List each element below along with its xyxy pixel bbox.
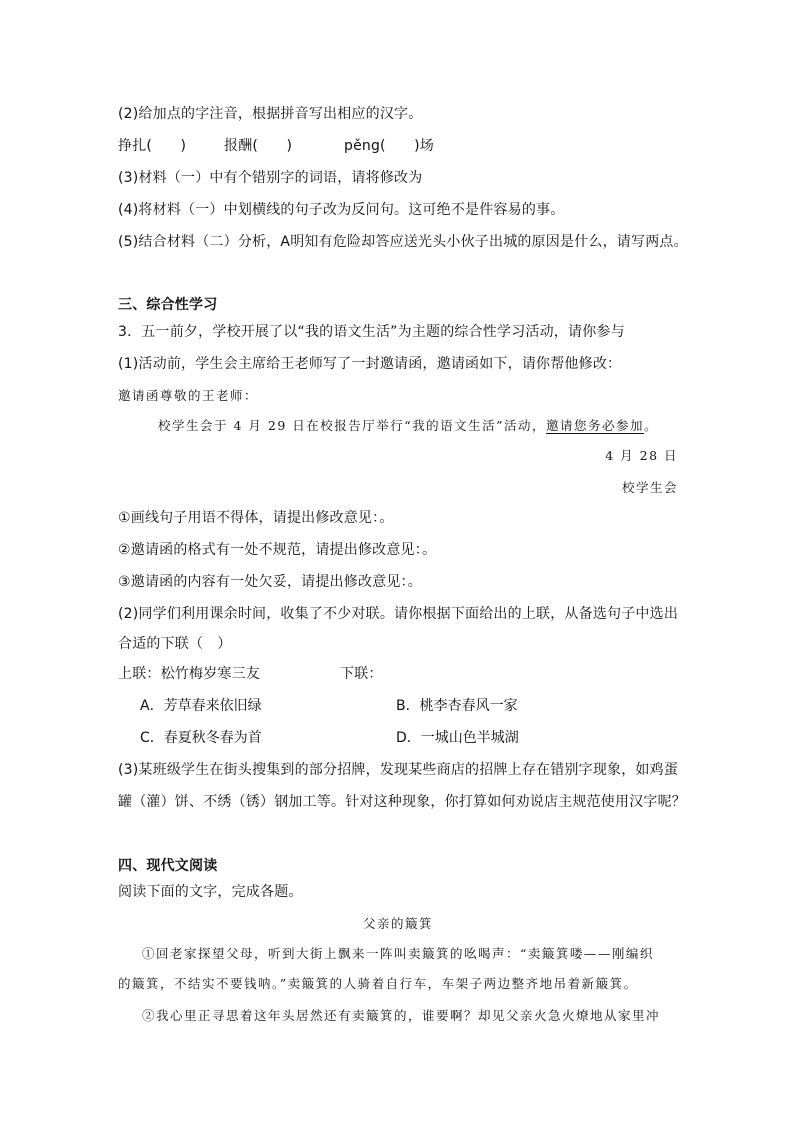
lower-couplet-label: 下联： — [340, 666, 383, 682]
question-4: (4)将材料（一）中划横线的句子改为反问句。这可绝不是件容易的事。 — [118, 202, 565, 218]
revision-item-3: ③邀请函的内容有一处欠妥，请提出修改意见：。 — [118, 574, 422, 590]
section-3-intro: 3．五一前夕，学校开展了以“我的语文生活”为主题的综合性学习活动，请你参与 — [118, 324, 625, 340]
revision-item-2: ②邀请函的格式有一处不规范，请提出修改意见：。 — [118, 542, 437, 558]
article-para1-line1: ①回老家探望父母，听到大街上飘来一阵叫卖簸箕的吆喝声：“卖簸箕喽——刚编织 — [142, 946, 654, 961]
letter-body — [158, 416, 658, 436]
letter-body-suffix: 。 — [644, 418, 659, 433]
question-2: (2)给加点的字注音，根据拼音写出相应的汉字。 — [118, 106, 423, 122]
article-para2-line1: ②我心里正寻思着这年头居然还有卖簸箕的，谁要啊？却见父亲火急火燎地从家里冲 — [142, 1008, 661, 1023]
question-3: (3)材料（一）中有个错别字的词语，请将修改为 — [118, 170, 423, 186]
letter-body-prefix: 校学生会于 4 月 29 日在校报告厅举行“我的语文生活”活动， — [158, 418, 547, 433]
question-5: (5)结合材料（二）分析，A明知有危险却答应送光头小伙子出城的原因是什么，请写两点。 — [118, 234, 688, 250]
revision-item-1: ①画线句子用语不得体，请提出修改意见：。 — [118, 510, 394, 526]
blank-peng-chang: pěng( )场 — [344, 138, 434, 154]
option-a: A．芳草春来依旧绿 — [140, 698, 262, 714]
sub-question-2-line1: (2)同学们利用课余时间，收集了不少对联。请你根据下面给出的上联，从备选句子中选出 — [118, 606, 679, 622]
letter-signature: 校学生会 — [621, 480, 678, 495]
letter-date: 4 月 28 日 — [605, 448, 678, 463]
section-4-heading: 四、现代文阅读 — [118, 858, 218, 874]
option-b: B．桃李杏春风一家 — [396, 698, 518, 714]
option-c: C．春夏秋冬春为首 — [140, 730, 262, 746]
sub-question-2-line2: 合适的下联（ ） — [118, 636, 232, 652]
blank-baochou: 报酬( ) — [224, 138, 293, 154]
article-para1-line2: 的簸箕，不结实不要钱呐。”卖簸箕的人骑着自行车，车架子两边整齐地吊着新簸箕。 — [118, 976, 638, 991]
sub-question-1: (1)活动前，学生会主席给王老师写了一封邀请函，邀请函如下，请你帮他修改： — [118, 356, 622, 372]
upper-couplet: 上联：松竹梅岁寒三友 — [118, 666, 260, 682]
letter-underlined-sentence: 邀请您务必参加 — [546, 418, 645, 433]
blank-zhengzha: 挣扎( ) — [118, 138, 187, 154]
sub-question-3-line2: 罐（灌）饼、不绣（锈）钢加工等。针对这种现象，你打算如何劝说店主规范使用汉字呢？ — [118, 794, 686, 810]
article-title: 父亲的簸箕 — [362, 916, 433, 931]
option-d: D．一城山色半城湖 — [396, 730, 519, 746]
sub-question-3-line1: (3)某班级学生在街头搜集到的部分招牌，发现某些商店的招牌上存在错别字现象，如鸡蛋 — [118, 762, 679, 778]
letter-salutation: 邀请函尊敬的王老师： — [118, 388, 259, 403]
reading-instruction: 阅读下面的文字，完成各题。 — [118, 884, 303, 900]
section-3-heading: 三、综合性学习 — [118, 297, 218, 313]
